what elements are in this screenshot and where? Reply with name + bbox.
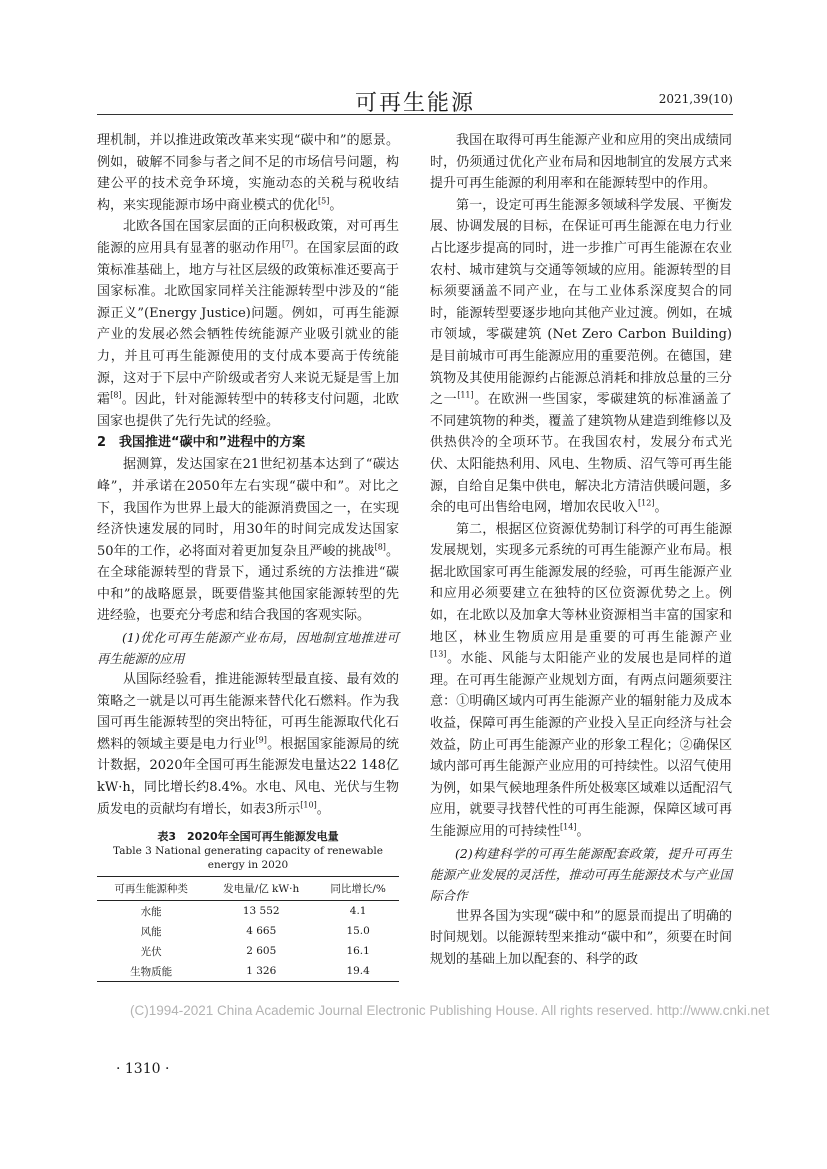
citation[interactable]: [14] [560,822,577,832]
table-header-row [97,877,399,901]
table-cell: 生物质能 [97,961,205,982]
table-header: 发电量/亿 kW·h [205,877,317,901]
citation[interactable]: [11] [457,390,474,400]
citation[interactable]: [13] [430,649,447,659]
table-row [97,921,399,941]
table-cell: 19.4 [317,961,399,982]
right-column [430,130,732,970]
paragraph: 据测算，发达国家在21世纪初基本达到了“碳达峰”，并承诺在2050年左右实现“碳中和”。对比之下，我国作为世界上最大的能源消费国之一，在实现经济快速发展的同时，用30年的时间完成发达国家50年的工作，必将面对着更加复杂且严峻的挑战[8]。在全球能源转型的背景下，通过系统的方法推进“碳中和”的战略愿景，既要借鉴其他国家能源转型的先进经验，也要充分考虑和结合我国的客观实际。 [97,457,399,624]
journal-title: 可再生能源 [354,91,475,116]
copyright-watermark: (C)1994-2021 China Academic Journal Electronic Publishing House. All rights reserved. http://www.cnki.net [130,1003,770,1018]
table-row [97,941,399,961]
issue-number: 2021,39(10) [658,92,733,106]
table-cell: 15.0 [346,925,370,938]
paragraph: 我国在取得可再生能源产业和应用的突出成绩同时，仍须通过优化产业布局和因地制宜的发展方式来提升可再生能源的利用率和在能源转型中的作用。 [430,133,732,192]
table-cell: 4 665 [246,925,277,938]
subsection-heading: (1)优化可再生能源产业布局，因地制宜地推进可再生能源的应用 [97,630,399,667]
paragraph: 北欧各国在国家层面的正向积极政策，对可再生能源的应用具有显著的驱动作用[7]。在国家层面的政策标准基础上，地方与社区层级的政策标准还要高于国家标准。北欧国家同样关注能源转型中涉及的“能源正义”(Energy Justice)问题。例如，可再生能源产业的发展必然会牺牲传统能源产业吸引就业的能力，并且可再生能源使用的支付成本要高于传统能源，这对于下层中产阶级或者穷人来说无疑是雪上加霜[8]。因此，针对能源转型中的转移支付问题，北欧国家也提供了先行先试的经验。 [97,219,399,429]
citation[interactable]: [7] [281,239,294,249]
section-heading: 2 我国推进“碳中和”进程中的方案 [97,435,306,451]
table-cell: 1 326 [205,961,317,982]
table-cell: 光伏 [140,945,162,958]
page-header [97,78,733,115]
paragraph: 第二，根据区位资源优势制订科学的可再生能源发展规划，实现多元系统的可再生能源产业布局。根据北欧国家可再生能源发展的经验，可再生能源产业和应用必须要建立在独特的区位资源优势之上。例如，在北欧以及加拿大等林业资源相当丰富的国家和地区，林业生物质应用是重要的可再生能源产业[13]。水能、风能与太阳能产业的发展也是同样的道理。在可再生能源产业规划方面，有两点问题须要注意：①明确区域内可再生能源产业的辐射能力及成本收益，保障可再生能源的产业投入呈正向经济与社会效益，防止可再生能源产业的形象工程化；②确保区域内部可再生能源产业应用的可持续性。以沼气使用为例，如果气候地理条件所处极寒区域难以适配沼气应用，就要寻找替代性的可再生能源，保障区域可再生能源应用的可持续性[14]。 [430,521,732,839]
citation[interactable]: [8] [374,542,386,552]
left-column [97,130,399,982]
citation[interactable]: [9] [255,735,267,745]
table-cell: 13 552 [242,905,280,918]
table-cell: 4.1 [349,905,367,918]
table-row [97,901,399,922]
table-cell: 2 605 [246,945,277,958]
citation[interactable]: [5] [318,196,330,206]
table-caption-en: Table 3 National generating capacity of renewable energy in 2020 [113,845,383,872]
subsection-heading: (2)构建科学的可再生能源配套政策，提升可再生能源产业发展的灵活性，推动可再生能源技术与产业国际合作 [430,845,732,903]
paragraph: 第一，设定可再生能源多领域科学发展、平衡发展、协调发展的目标，在保证可再生能源在电力行业占比逐步提高的同时，进一步推广可再生能源在农业农村、城市建筑与交通等领域的应用。能源转型的目标须要涵盖不同产业，在与工业体系深度契合的同时，能源转型要逐步地向其他产业过渡。例如，在城市领域，零碳建筑 (Net Zero Carbon Building)是目前城市可再生能源应用的重要范例。在德国，建筑物及其使用能源约占能源总消耗和排放总量的三分之一[11]。在欧洲一些国家，零碳建筑的标准涵盖了不同建筑物的种类，覆盖了建筑物从建造到维修以及供热供冷的全项环节。在我国农村，发展分布式光伏、太阳能热利用、风电、生物质、沼气等可再生能源，自给自足集中供电，解决北方清洁供暖问题，多余的电可出售给电网，增加农民收入[12]。 [430,197,732,516]
paragraph: 从国际经验看，推进能源转型最直接、最有效的策略之一就是以可再生能源来替代化石燃料。作为我国可再生能源转型的突出特征，可再生能源取代化石燃料的领域主要是电力行业[9]。根据国家能源局的统计数据，2020年全国可再生能源发电量达22 148亿kW·h，同比增长约8.4%。水电、风电、光伏与生物质发电的贡献均有增长，如表3所示[10]。 [97,672,399,817]
paragraph: 理机制，并以推进政策改革来实现“碳中和”的愿景。例如，破解不同参与者之间不足的市场信号问题，构建公平的技术竞争环境，实施动态的关税与税收结构，来实现能源市场中商业模式的优化[5]。 [97,133,399,213]
citation[interactable]: [12] [638,498,655,508]
table-caption: 表3 2020年全国可再生能源发电量 [157,830,339,844]
table-3 [97,828,399,982]
table-cell: 风能 [140,925,162,938]
table-cell: 16.1 [346,945,370,958]
citation[interactable]: [10] [300,800,317,810]
citation[interactable]: [8] [110,390,122,400]
table-header: 同比增长/% [317,877,399,901]
table-header: 可再生能源种类 [97,877,205,901]
page-number: · 1310 · [116,1061,170,1077]
table-row [97,961,399,982]
generation-table [97,876,399,982]
table-cell: 水能 [140,905,162,918]
paragraph: 世界各国为实现“碳中和”的愿景而提出了明确的时间规划。以能源转型来推动“碳中和”，须要在时间规划的基础上加以配套的、科学的政 [430,908,732,967]
